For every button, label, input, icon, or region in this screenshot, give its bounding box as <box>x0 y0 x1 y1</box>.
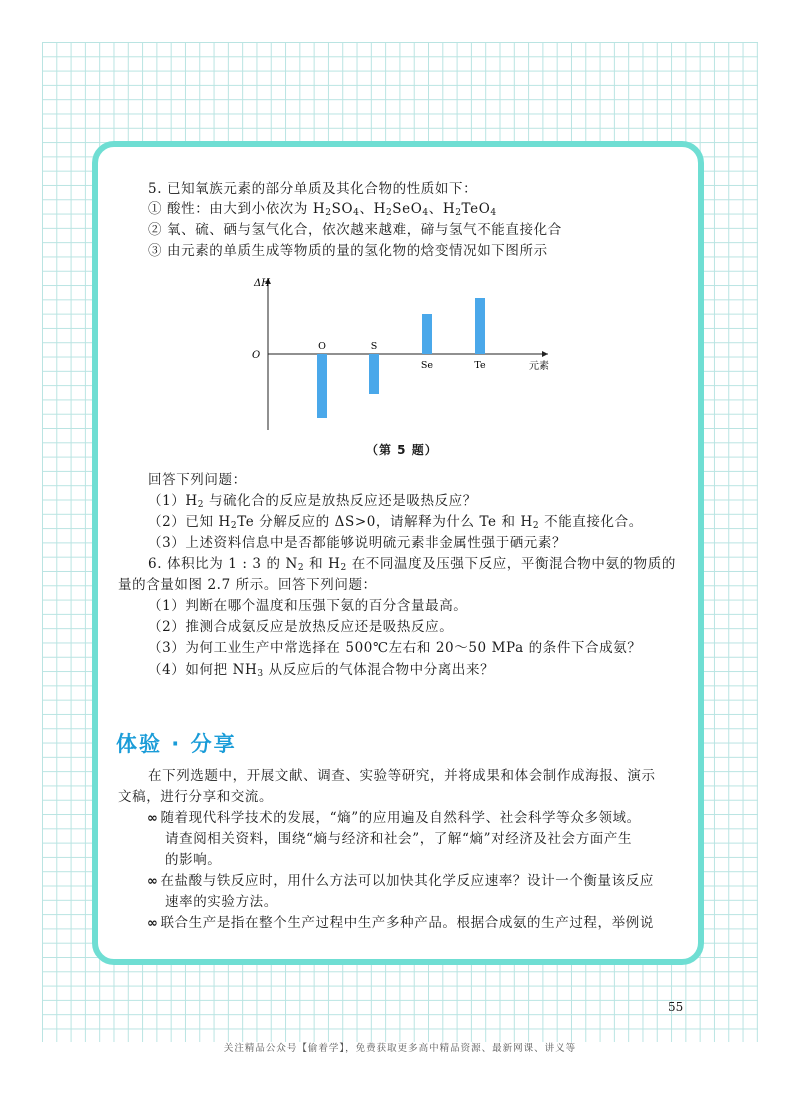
problem6-stem-line2: 量的含量如图 2.7 所示。回答下列问题： <box>118 577 377 593</box>
bullet-item-cont: 的影响。 <box>165 852 222 868</box>
footer-note: 关注精品公众号【偷着学】，免费获取更多高中精品资源、最新网课、讲义等 <box>223 1043 577 1054</box>
section-intro-line2: 文稿，进行分享和交流。 <box>118 789 274 805</box>
problem5-q1: $(1)H_2$ 与硫化合的反应是放热反应还是吸热反应？ <box>148 493 477 510</box>
problem6-stem: 6. 体积比为 1 : 3 的 $N_2$ 和 $H_2$ 在不同温度及压强下反应，平衡混合物中氨的物质的 <box>148 556 676 573</box>
problem5-item1: ① 酸性：由大到小依次为 $H_2SO_4$、$H_2SeO_4$、$H_2TeO_4$ <box>148 201 497 218</box>
infinity-bullet-icon: ∞ <box>147 874 159 889</box>
page-number: 55 <box>668 1000 684 1014</box>
x-axis-arrow-icon <box>542 351 548 357</box>
tick-label-S: S <box>370 341 378 352</box>
section-intro: 在下列选题中，开展文献、调查、实验等研究，并将成果和体会制作成海报、演示 <box>148 768 656 784</box>
bar-Se <box>422 314 432 354</box>
bullet-item: ∞ 随着现代科学技术的发展，“熵”的应用遍及自然科学、社会科学等众多领域。 <box>147 810 641 826</box>
problem6-q3: （3）为何工业生产中常选择在 500℃左右和 20～50 MPa 的条件下合成氨？ <box>148 640 642 656</box>
tick-label-Te: Te <box>474 360 486 371</box>
problem6-q1: （1）判断在哪个温度和压强下氨的百分含量最高。 <box>148 598 468 614</box>
bullet-item: ∞ 联合生产是指在整个生产过程中生产多种产品。根据合成氨的生产过程，举例说 <box>147 915 654 931</box>
bullet-item-cont: 请查阅相关资料，围绕“熵与经济和社会”，了解“熵”对经济及社会方面产生 <box>165 831 633 847</box>
tick-label-Se: Se <box>420 360 434 371</box>
problem5-item3: ③ 由元素的单质生成等物质的量的氢化物的焓变情况如下图所示 <box>148 243 548 259</box>
bar-S <box>369 354 379 394</box>
infinity-bullet-icon: ∞ <box>147 811 159 826</box>
bar-Te <box>475 298 485 354</box>
questions-intro: 回答下列问题： <box>148 472 247 488</box>
section-title: 体验 · 分享 <box>116 732 237 756</box>
infinity-bullet-icon: ∞ <box>147 916 159 931</box>
enthalpy-bar-chart <box>248 268 568 436</box>
problem6-q4: （4）如何把 $NH_3$ 从反应后的气体混合物中分离出来？ <box>148 662 495 679</box>
problem5-q3: （3）上述资料信息中是否都能够说明硫元素非金属性强于硒元素？ <box>148 535 567 551</box>
figure-caption: （第 5 题） <box>366 443 438 457</box>
x-axis-label: 元素 <box>529 361 549 372</box>
problem5-stem: 5. 已知氧族元素的部分单质及其化合物的性质如下： <box>148 181 478 197</box>
bar-O <box>317 354 327 418</box>
problem5-item2: ② 氧、硫、硒与氢气化合，依次越来越难，碲与氢气不能直接化合 <box>148 222 562 238</box>
problem5-q2: （2）已知 $H_2Te$ 分解反应的 ΔS>0，请解释为什么 Te 和 $H_2$ 不能直接化合。 <box>148 514 643 531</box>
tick-label-O: O <box>318 341 326 352</box>
problem6-q2: （2）推测合成氨反应是放热反应还是吸热反应。 <box>148 619 454 635</box>
y-axis-label: ΔH <box>254 278 270 289</box>
bullet-item: ∞ 在盐酸与铁反应时，用什么方法可以加快其化学反应速率？设计一个衡量该反应 <box>147 873 654 889</box>
origin-label: O <box>252 350 261 361</box>
bullet-item-cont: 速率的实验方法。 <box>165 894 278 910</box>
